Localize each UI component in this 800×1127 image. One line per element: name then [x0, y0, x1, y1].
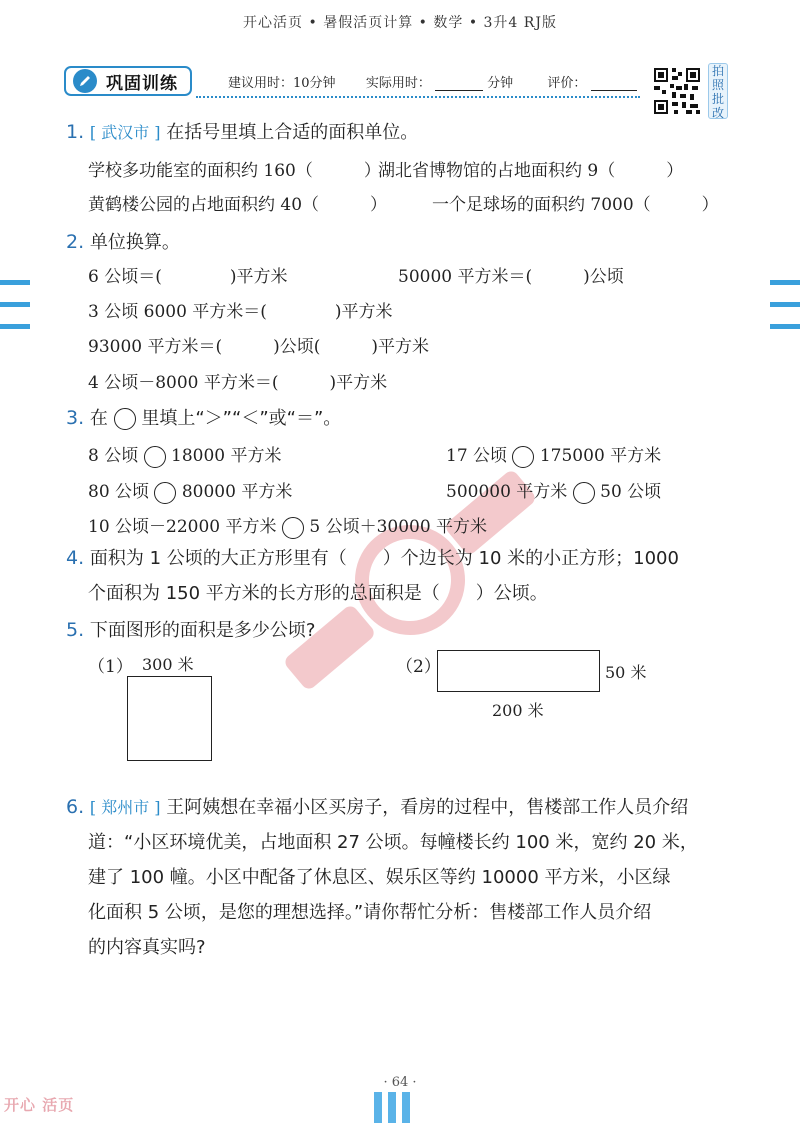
- figure-1-label: （1）: [88, 657, 133, 677]
- circle-symbol: [114, 408, 136, 430]
- question-6-line-3: 建了 100 幢。小区中配备了休息区、娱乐区等约 10000 平方米，小区绿: [88, 867, 671, 888]
- footer-logo: 开心 活页: [4, 1096, 75, 1114]
- page-number: · 64 ·: [383, 1075, 417, 1090]
- q2-line: 6 公顷＝( )平方米: [88, 267, 288, 287]
- question-3-title: [66, 404, 341, 430]
- question-text: 单位换算。: [89, 232, 180, 253]
- question-text: 面积为 1 公顷的大正方形里有（ ）个边长为 10 米的小正方形；1000: [89, 548, 679, 569]
- question-number: 1.: [66, 121, 85, 143]
- figure-2-height: 50 米: [605, 663, 647, 682]
- q2-line: 3 公顷 6000 平方米＝( )平方米: [88, 302, 393, 322]
- q3-item: [88, 441, 282, 468]
- compare-left: 17 公顷: [446, 446, 508, 466]
- caption-char: 照: [711, 78, 724, 92]
- side-bar-right: [770, 324, 800, 329]
- compare-right: 175000 平方米: [539, 446, 662, 466]
- question-text: 在: [89, 408, 108, 429]
- question-4-line-2: 个面积为 150 平方米的长方形的总面积是（ ）公顷。: [88, 583, 548, 604]
- q3-item: [446, 441, 661, 468]
- city-tag: [ 武汉市 ]: [89, 123, 161, 142]
- compare-right: 50 公顷: [600, 482, 662, 502]
- q3-item: [88, 477, 292, 504]
- suggested-time: 建议用时：10分钟: [228, 76, 336, 91]
- compare-right: 80000 平方米: [181, 482, 293, 502]
- figure-1-square: [127, 676, 212, 761]
- figure-2-width: 200 米: [492, 701, 544, 720]
- question-2-title: [66, 228, 180, 254]
- question-text: 里填上“＞”“＜”或“＝”。: [141, 408, 342, 429]
- footer-bars: [374, 1092, 416, 1127]
- actual-time-label: 实际用时：: [365, 76, 431, 91]
- figure-2-rectangle: [437, 650, 600, 692]
- question-number: 5.: [66, 619, 85, 641]
- pencil-icon: [72, 68, 98, 94]
- q1-line: 黄鹤楼公园的占地面积约 40（ ）: [88, 195, 388, 215]
- compare-right: 5 公顷＋30000 平方米: [309, 517, 488, 537]
- compare-circle[interactable]: [573, 482, 595, 504]
- question-6-line-5: 的内容真实吗?: [88, 937, 206, 958]
- section-divider: [196, 96, 640, 98]
- rating-blank[interactable]: [591, 76, 637, 91]
- compare-circle[interactable]: [154, 482, 176, 504]
- question-5-title: [66, 616, 315, 642]
- section-title: 巩固训练: [106, 73, 178, 94]
- compare-circle[interactable]: [144, 446, 166, 468]
- qr-code-icon[interactable]: [652, 66, 702, 116]
- actual-time-blank[interactable]: [435, 76, 483, 91]
- figure-1-dimension: 300 米: [142, 655, 194, 674]
- q2-line: 50000 平方米＝( )公顷: [398, 267, 624, 287]
- compare-left: 10 公顷－22000 平方米: [88, 517, 277, 537]
- compare-left: 8 公顷: [88, 446, 139, 466]
- compare-left: 500000 平方米: [446, 482, 568, 502]
- side-bar-left: [0, 324, 30, 329]
- figure-2-label: （2）: [396, 657, 441, 677]
- compare-left: 80 公顷: [88, 482, 150, 502]
- section-badge: [64, 66, 192, 96]
- question-text: 王阿姨想在幸福小区买房子，看房的过程中，售楼部工作人员介绍: [166, 797, 689, 818]
- q2-line: 4 公顷－8000 平方米＝( )平方米: [88, 373, 388, 393]
- side-bar-right: [770, 280, 800, 285]
- side-bar-left: [0, 280, 30, 285]
- question-6-line-1: [66, 793, 688, 819]
- minute-unit: 分钟: [487, 76, 514, 91]
- compare-circle[interactable]: [282, 517, 304, 539]
- city-tag: [ 郑州市 ]: [89, 798, 161, 817]
- question-text: 在括号里填上合适的面积单位。: [166, 122, 419, 143]
- side-bar-right: [770, 302, 800, 307]
- question-number: 4.: [66, 547, 85, 569]
- question-number: 6.: [66, 796, 85, 818]
- q1-line: 学校多功能室的面积约 160（ ）: [88, 161, 381, 181]
- question-text: 下面图形的面积是多少公顷?: [89, 620, 316, 641]
- question-4-line-1: [66, 544, 679, 570]
- caption-char: 批: [711, 92, 724, 106]
- side-bar-left: [0, 302, 30, 307]
- rating-label: 评价：: [547, 76, 587, 91]
- question-number: 2.: [66, 231, 85, 253]
- photo-grading-label: [708, 63, 728, 119]
- q1-line: 一个足球场的面积约 7000（ ）: [432, 195, 719, 215]
- compare-right: 18000 平方米: [171, 446, 282, 466]
- question-6-line-2: 道：“小区环境优美，占地面积 27 公顷。每幢楼长约 100 米，宽约 20 米，: [88, 832, 698, 853]
- q1-line: 湖北省博物馆的占地面积约 9（ ）: [378, 161, 684, 181]
- question-1-title: [66, 118, 418, 144]
- question-number: 3.: [66, 407, 85, 429]
- compare-circle[interactable]: [512, 446, 534, 468]
- q3-item: [88, 512, 487, 539]
- caption-char: 改: [711, 106, 724, 120]
- caption-char: 拍: [711, 64, 724, 78]
- q2-line: 93000 平方米＝( )公顷( )平方米: [88, 337, 430, 357]
- page-header: 开心活页 • 暑假活页计算 • 数学 • 3升4 RJ版: [243, 15, 557, 31]
- time-info: [228, 72, 637, 91]
- q3-item: [446, 477, 661, 504]
- question-6-line-4: 化面积 5 公顷，是您的理想选择。”请你帮忙分析：售楼部工作人员介绍: [88, 902, 652, 923]
